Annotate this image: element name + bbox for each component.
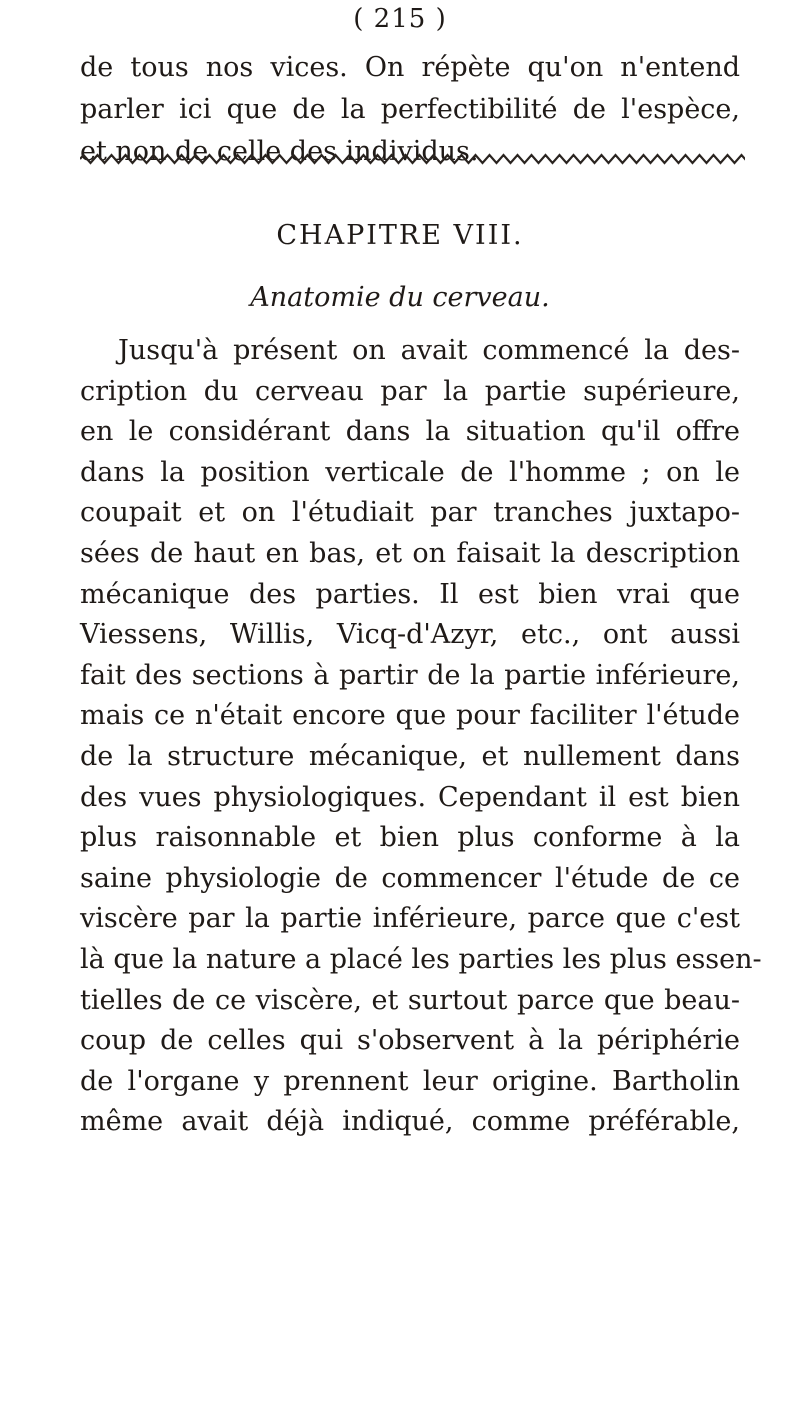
text-line: Jusqu'à présent on avait commencé la des- — [118, 335, 740, 366]
text-line: cription du cerveau par la partie supérieure, — [80, 375, 740, 407]
text-line: de l'organe y prennent leur origine. Bartholin — [80, 1065, 740, 1097]
text-line: en le considérant dans la situation qu'il offre — [80, 416, 740, 448]
text-line: là que la nature a placé les parties les plus essen- — [80, 944, 762, 975]
text-line: et non de celle des individus. — [80, 136, 479, 167]
text-line: plus raisonnable et bien plus conforme à la — [80, 822, 740, 854]
text-line: Viessens, Willis, Vicq-d'Azyr, etc., ont aussi — [80, 619, 740, 651]
text-line: fait des sections à partir de la partie inférieure, — [80, 659, 740, 691]
text-line: tielles de ce viscère, et surtout parce que beau- — [80, 984, 740, 1016]
chapter-subtitle: Anatomie du cerveau. — [250, 282, 550, 313]
chapter-title: CHAPITRE VIII. — [276, 220, 524, 251]
page-number: ( 215 ) — [353, 4, 447, 34]
text-line: des vues physiologiques. Cependant il est bien — [80, 781, 740, 813]
text-line: viscère par la partie inférieure, parce que c'est — [80, 903, 740, 935]
text-line: de la structure mécanique, et nullement dans — [80, 741, 740, 772]
text-line: sées de haut en bas, et on faisait la description — [80, 538, 740, 569]
text-line: parler ici que de la perfectibilité de l'espèce, — [80, 94, 740, 125]
text-line: mécanique des parties. Il est bien vrai que — [80, 578, 740, 610]
text-line: saine physiologie de commencer l'étude de ce — [80, 862, 740, 894]
text-line: mais ce n'était encore que pour faciliter l'étude — [80, 700, 740, 732]
ornamental-divider — [80, 152, 745, 166]
text-line: de tous nos vices. On répète qu'on n'entend — [80, 52, 740, 83]
text-line: dans la position verticale de l'homme ; on le — [80, 456, 740, 488]
text-line: même avait déjà indiqué, comme préférable, — [80, 1106, 740, 1138]
text-line: coup de celles qui s'observent à la périphérie — [80, 1025, 740, 1057]
text-line: coupait et on l'étudiait par tranches juxtapo- — [80, 497, 740, 529]
